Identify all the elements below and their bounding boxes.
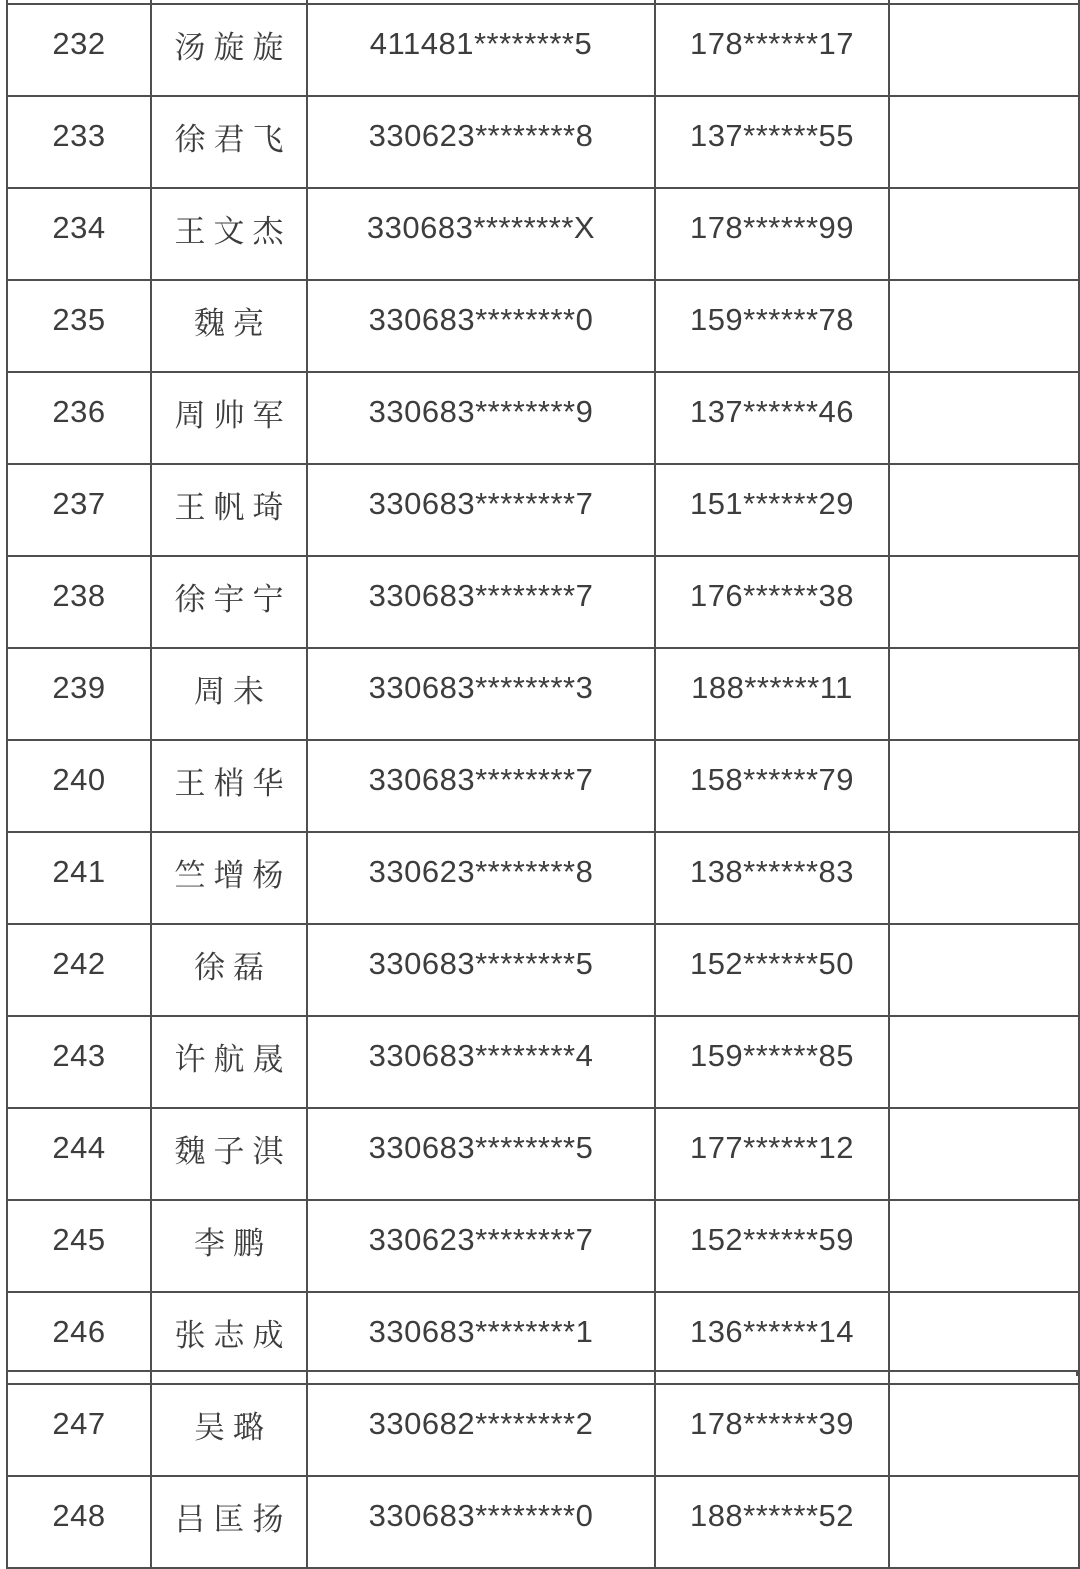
cell-id-number: 330683********5 <box>307 924 655 1016</box>
cell-row-number: 234 <box>7 188 151 280</box>
cell-person-name: 竺增杨 <box>151 832 307 924</box>
cell-note-empty <box>889 1476 1079 1568</box>
cell-note-empty <box>889 464 1079 556</box>
cell-note-empty <box>889 188 1079 280</box>
cell-note-empty <box>889 1200 1079 1292</box>
cell-person-name: 魏亮 <box>151 280 307 372</box>
cell-id-number: 330683********7 <box>307 740 655 832</box>
cell-phone-number: 138******83 <box>655 832 889 924</box>
cell-row-number: 242 <box>7 924 151 1016</box>
cell-note-empty <box>889 832 1079 924</box>
cell-note-empty <box>889 1016 1079 1108</box>
table-row <box>7 556 1079 648</box>
cell-id-number: 330683********7 <box>307 464 655 556</box>
cell-row-number: 238 <box>7 556 151 648</box>
next-row-top-sliver <box>6 1370 1078 1376</box>
cell-row-number: 236 <box>7 372 151 464</box>
cell-person-name: 吕匡扬 <box>151 1476 307 1568</box>
cell-phone-number: 152******59 <box>655 1200 889 1292</box>
cell-row-number: 246 <box>7 1292 151 1384</box>
cell-id-number: 330683********X <box>307 188 655 280</box>
cell-note-empty <box>889 556 1079 648</box>
cell-id-number: 330683********4 <box>307 1016 655 1108</box>
cell-note-empty <box>889 648 1079 740</box>
cell-person-name: 周未 <box>151 648 307 740</box>
table-border-stub <box>6 1372 8 1376</box>
cell-person-name: 王梢华 <box>151 740 307 832</box>
cell-id-number: 330683********5 <box>307 1108 655 1200</box>
table-row <box>7 1016 1079 1108</box>
cell-person-name: 许航晟 <box>151 1016 307 1108</box>
table-row <box>7 1200 1079 1292</box>
cell-phone-number: 152******50 <box>655 924 889 1016</box>
cell-id-number: 330683********7 <box>307 556 655 648</box>
cell-row-number: 235 <box>7 280 151 372</box>
cell-id-number: 330683********3 <box>307 648 655 740</box>
cell-phone-number: 188******52 <box>655 1476 889 1568</box>
cell-id-number: 330682********2 <box>307 1384 655 1476</box>
cell-id-number: 330683********1 <box>307 1292 655 1384</box>
cell-row-number: 245 <box>7 1200 151 1292</box>
cell-person-name: 汤旋旋 <box>151 4 307 96</box>
cell-id-number: 330623********8 <box>307 96 655 188</box>
cell-phone-number: 159******78 <box>655 280 889 372</box>
cell-person-name: 王文杰 <box>151 188 307 280</box>
roster-table <box>6 0 1080 1569</box>
table-row <box>7 740 1079 832</box>
cell-note-empty <box>889 280 1079 372</box>
cell-phone-number: 178******39 <box>655 1384 889 1476</box>
table-row <box>7 1108 1079 1200</box>
table-border-stub <box>654 1372 656 1376</box>
cell-row-number: 243 <box>7 1016 151 1108</box>
table-border-stub <box>150 1372 152 1376</box>
cell-row-number: 240 <box>7 740 151 832</box>
cell-phone-number: 137******55 <box>655 96 889 188</box>
table-row <box>7 1384 1079 1476</box>
cell-note-empty <box>889 1108 1079 1200</box>
cell-note-empty <box>889 372 1079 464</box>
cell-note-empty <box>889 4 1079 96</box>
cell-person-name: 王帆琦 <box>151 464 307 556</box>
table-row <box>7 4 1079 96</box>
cell-note-empty <box>889 740 1079 832</box>
cell-phone-number: 158******79 <box>655 740 889 832</box>
table-row <box>7 832 1079 924</box>
cell-person-name: 徐宇宁 <box>151 556 307 648</box>
table-row <box>7 372 1079 464</box>
cell-id-number: 330623********7 <box>307 1200 655 1292</box>
cell-row-number: 247 <box>7 1384 151 1476</box>
cell-phone-number: 159******85 <box>655 1016 889 1108</box>
cell-id-number: 330683********0 <box>307 1476 655 1568</box>
table-row <box>7 648 1079 740</box>
cell-note-empty <box>889 1384 1079 1476</box>
cell-phone-number: 188******11 <box>655 648 889 740</box>
cell-row-number: 244 <box>7 1108 151 1200</box>
table-border-stub <box>306 1372 308 1376</box>
cell-phone-number: 177******12 <box>655 1108 889 1200</box>
cell-note-empty <box>889 96 1079 188</box>
cell-note-empty <box>889 924 1079 1016</box>
cell-row-number: 239 <box>7 648 151 740</box>
cell-person-name: 吴璐 <box>151 1384 307 1476</box>
cell-phone-number: 151******29 <box>655 464 889 556</box>
table-row <box>7 280 1079 372</box>
cell-phone-number: 178******99 <box>655 188 889 280</box>
cell-person-name: 张志成 <box>151 1292 307 1384</box>
cell-row-number: 233 <box>7 96 151 188</box>
table-row <box>7 924 1079 1016</box>
cell-phone-number: 178******17 <box>655 4 889 96</box>
cell-row-number: 248 <box>7 1476 151 1568</box>
table-row <box>7 464 1079 556</box>
cell-person-name: 魏子淇 <box>151 1108 307 1200</box>
cell-phone-number: 137******46 <box>655 372 889 464</box>
table-row <box>7 96 1079 188</box>
cell-row-number: 232 <box>7 4 151 96</box>
table-row <box>7 188 1079 280</box>
cell-id-number: 330683********0 <box>307 280 655 372</box>
cell-phone-number: 176******38 <box>655 556 889 648</box>
cell-phone-number: 136******14 <box>655 1292 889 1384</box>
cell-row-number: 241 <box>7 832 151 924</box>
cell-person-name: 徐磊 <box>151 924 307 1016</box>
cell-id-number: 411481********5 <box>307 4 655 96</box>
table-border-stub <box>888 1372 890 1376</box>
table-border-stub <box>1076 1372 1078 1376</box>
cell-id-number: 330623********8 <box>307 832 655 924</box>
cell-id-number: 330683********9 <box>307 372 655 464</box>
cell-person-name: 徐君飞 <box>151 96 307 188</box>
roster-table-body <box>7 0 1079 1568</box>
table-row <box>7 1476 1079 1568</box>
cell-person-name: 李鹏 <box>151 1200 307 1292</box>
cell-row-number: 237 <box>7 464 151 556</box>
cell-person-name: 周帅军 <box>151 372 307 464</box>
